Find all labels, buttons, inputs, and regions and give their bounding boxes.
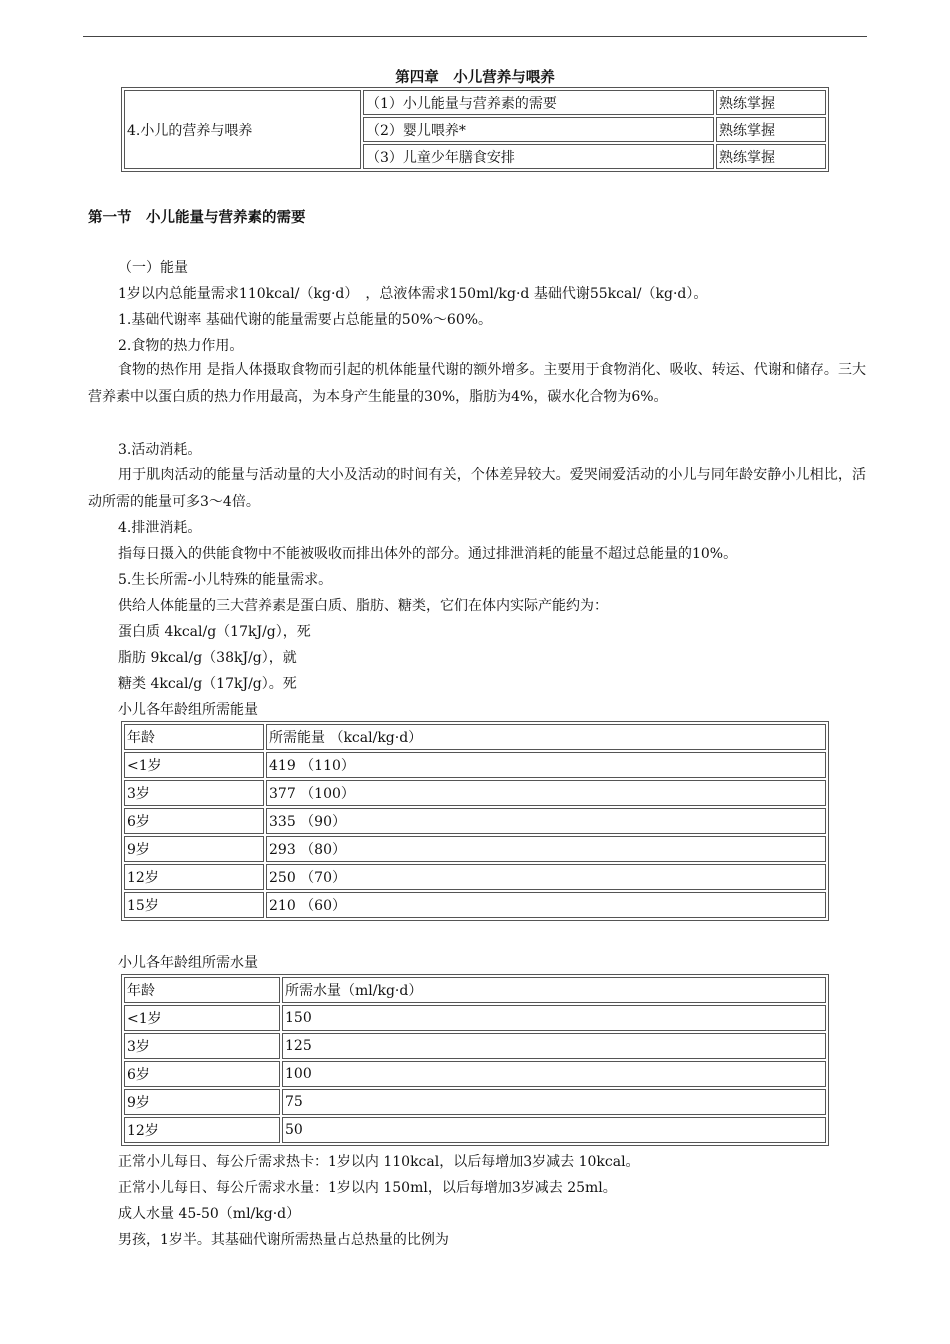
text-line: 1岁以内总能量需求110kcal/（kg·d） ，总液体需求150ml/kg·d 基础代谢55kcal/（kg·d）。 [118,286,708,302]
table-row [124,892,826,918]
table-cell: 9岁 [124,836,264,862]
water-table [121,974,829,1146]
table-cell: 6岁 [124,1061,280,1087]
table-cell: 6岁 [124,808,264,834]
header-rule [83,36,867,37]
table-header: 所需水量（ml/kg·d） [282,977,826,1003]
table-cell: 9岁 [124,1089,280,1115]
table-row [124,752,826,778]
table-cell: <1岁 [124,1005,280,1031]
table-cell: 12岁 [124,1117,280,1143]
energy-heading: （一）能量 [118,260,188,276]
table-cell: 125 [282,1033,826,1059]
table-row [124,1033,826,1059]
table-cell: 150 [282,1005,826,1031]
energy-table [121,721,829,921]
text-line: 蛋白质 4kcal/g（17kJ/g），死 [118,624,311,640]
table-cell: 250 （70） [266,864,826,890]
table-row [124,864,826,890]
outline-table [121,87,829,172]
table-cell: 100 [282,1061,826,1087]
table-row [124,1061,826,1087]
table-cell: 210 （60） [266,892,826,918]
table-row [124,724,826,750]
table-cell: <1岁 [124,752,264,778]
table-row [124,977,826,1003]
text-line: 供给人体能量的三大营养素是蛋白质、脂肪、糖类，它们在体内实际产能约为： [118,598,608,614]
outline-item: （1）小儿能量与营养素的需要 [363,90,714,115]
table-row [124,1089,826,1115]
text-line: 1.基础代谢率 基础代谢的能量需要占总能量的50%～60%。 [118,312,493,328]
note-line: 成人水量 45-50（ml/kg·d） [118,1206,301,1222]
table-cell: 377 （100） [266,780,826,806]
outline-item: （2）婴儿喂养* [363,117,714,142]
outline-level: 熟练掌握 [716,90,826,115]
table-cell: 3岁 [124,780,264,806]
note-line: 男孩，1岁半。其基础代谢所需热量占总热量的比例为 [118,1232,449,1248]
paragraph: 用于肌肉活动的能量与活动量的大小及活动的时间有关，个体差异较大。爱哭闹爱活动的小儿与同年龄安静小儿相比，活动所需的能量可多3～4倍。 [88,467,866,510]
table-cell: 50 [282,1117,826,1143]
text-line: 4.排泄消耗。 [118,520,202,536]
table-row [124,90,826,115]
table-row [124,1005,826,1031]
table-cell: 419 （110） [266,752,826,778]
table-row [124,836,826,862]
text-line: 3.活动消耗。 [118,442,202,458]
table-row [124,1117,826,1143]
table-cell: 335 （90） [266,808,826,834]
table-cell: 293 （80） [266,836,826,862]
table-cell: 12岁 [124,864,264,890]
table-caption: 小儿各年龄组所需能量 [118,702,258,718]
outline-topic: 4.小儿的营养与喂养 [124,90,361,169]
table-cell: 75 [282,1089,826,1115]
table-header: 年龄 [124,977,280,1003]
outline-level: 熟练掌握 [716,117,826,142]
section-title: 第一节 小儿能量与营养素的需要 [88,210,306,226]
note-line: 正常小儿每日、每公斤需求热卡：1岁以内 110kcal，以后每增加3岁减去 10kcal。 [118,1154,640,1170]
table-cell: 3岁 [124,1033,280,1059]
table-header: 年龄 [124,724,264,750]
chapter-title: 第四章 小儿营养与喂养 [395,70,555,86]
table-cell: 15岁 [124,892,264,918]
text-line: 2.食物的热力作用。 [118,338,244,354]
outline-item: （3）儿童少年膳食安排 [363,144,714,169]
text-line: 糖类 4kcal/g（17kJ/g）。死 [118,676,297,692]
text-line: 5.生长所需-小儿特殊的能量需求。 [118,572,333,588]
paragraph: 食物的热作用 是指人体摄取食物而引起的机体能量代谢的额外增多。主要用于食物消化、吸收、转运、代谢和储存。三大营养素中以蛋白质的热力作用最高，为本身产生能量的30%，脂肪为4%，碳水化合物为6%。 [88,362,866,405]
text-line: 指每日摄入的供能食物中不能被吸收而排出体外的部分。通过排泄消耗的能量不超过总能量的10%。 [118,546,738,562]
table-row [124,808,826,834]
text-line: 脂肪 9kcal/g（38kJ/g），就 [118,650,297,666]
table-caption: 小儿各年龄组所需水量 [118,955,258,971]
table-row [124,780,826,806]
note-line: 正常小儿每日、每公斤需求水量：1岁以内 150ml，以后每增加3岁减去 25ml。 [118,1180,617,1196]
table-header: 所需能量 （kcal/kg·d） [266,724,826,750]
outline-level: 熟练掌握 [716,144,826,169]
